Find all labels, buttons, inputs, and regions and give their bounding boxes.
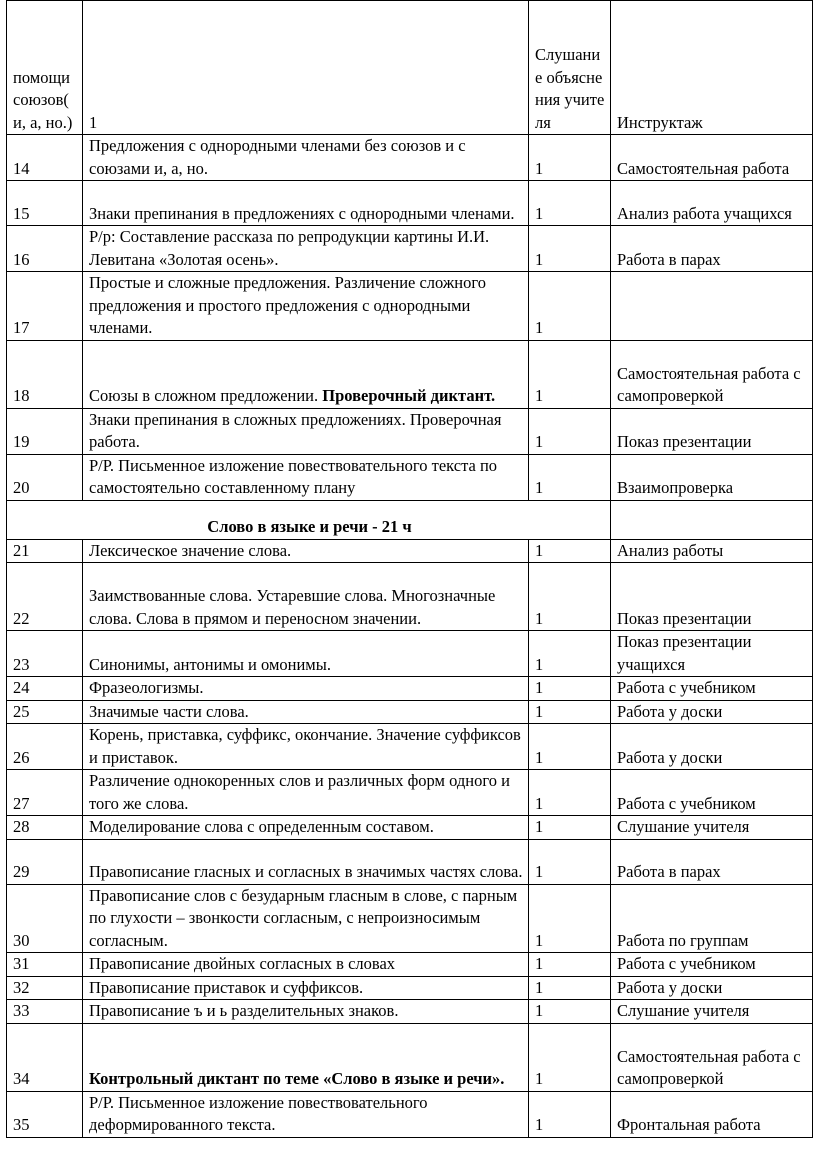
cell-number: помощи союзов( и, а, но.) <box>7 1 83 135</box>
cell-number: 25 <box>7 700 83 724</box>
cell-number: 22 <box>7 563 83 631</box>
cell-topic <box>83 1000 529 1024</box>
cell-number: 17 <box>7 272 83 341</box>
cell-form: Показ презентации <box>611 563 813 631</box>
cell-topic <box>83 770 529 816</box>
cell-hours: 1 <box>529 953 611 977</box>
cell-topic <box>83 816 529 840</box>
cell-form: Работа с учебником <box>611 953 813 977</box>
cell-topic <box>83 340 529 408</box>
table-row <box>7 408 813 454</box>
cell-topic <box>83 884 529 953</box>
section-row <box>7 500 813 539</box>
cell-form: Работа по группам <box>611 884 813 953</box>
table-row <box>7 539 813 563</box>
cell-form: Слушание учителя <box>611 1000 813 1024</box>
table-row <box>7 226 813 272</box>
topic-text: Правописание двойных согласных в словах <box>89 954 396 973</box>
table-row <box>7 454 813 500</box>
table-row <box>7 677 813 701</box>
cell-form: Слушание учителя <box>611 816 813 840</box>
table-row <box>7 724 813 770</box>
cell-topic <box>83 1091 529 1137</box>
cell-number: 35 <box>7 1091 83 1137</box>
cell-hours: 1 <box>529 1023 611 1091</box>
cell-form: Работа с учебником <box>611 770 813 816</box>
topic-text: Правописание ъ и ь разделительных знаков. <box>89 1001 399 1020</box>
cell-topic <box>83 226 529 272</box>
topic-text: Лексическое значение слова. <box>89 540 292 560</box>
topic-text: Правописание приставок и суффиксов. <box>89 977 364 997</box>
table-row <box>7 976 813 1000</box>
cell-number: 27 <box>7 770 83 816</box>
cell-topic <box>83 539 529 563</box>
table-row <box>7 816 813 840</box>
topic-text: Правописание гласных и согласных в значимых частях слова. <box>89 862 523 881</box>
table-row <box>7 700 813 724</box>
topic-text: Р/р: Составление рассказа по репродукции картины И.И. Левитана «Золотая осень». <box>89 227 490 269</box>
cell-topic <box>83 272 529 341</box>
cell-number: 15 <box>7 181 83 226</box>
cell-hours: 1 <box>529 539 611 563</box>
cell-hours: 1 <box>529 839 611 884</box>
cell-form: Самостоятельная работа с самопроверкой <box>611 340 813 408</box>
table-row <box>7 1000 813 1024</box>
table-row <box>7 135 813 181</box>
cell-topic: 1 <box>83 1 529 135</box>
cell-form: Самостоятельная работа с самопроверкой <box>611 1023 813 1091</box>
section-title: Слово в языке и речи - 21 ч <box>7 500 611 539</box>
cell-number: 34 <box>7 1023 83 1091</box>
cell-hours: 1 <box>529 1091 611 1137</box>
cell-topic <box>83 976 529 1000</box>
topic-bold-text: Контрольный диктант по теме «Слово в языке и речи». <box>89 1069 505 1088</box>
table-row <box>7 770 813 816</box>
cell-hours: 1 <box>529 677 611 701</box>
cell-number: 24 <box>7 677 83 701</box>
cell-topic <box>83 454 529 500</box>
cell-topic <box>83 700 529 724</box>
cell-form: Фронтальная работа <box>611 1091 813 1137</box>
cell-hours: 1 <box>529 340 611 408</box>
cell-number: 23 <box>7 631 83 677</box>
cell-hours: 1 <box>529 976 611 1000</box>
cell-topic <box>83 181 529 226</box>
cell-hours: 1 <box>529 454 611 500</box>
table-row <box>7 340 813 408</box>
topic-text: Фразеологизмы. <box>89 678 204 697</box>
cell-number: 20 <box>7 454 83 500</box>
table-row <box>7 839 813 884</box>
cell-hours: 1 <box>529 563 611 631</box>
cell-number: 28 <box>7 816 83 840</box>
topic-text: Значимые части слова. <box>89 701 249 721</box>
topic-bold-text: Проверочный диктант. <box>322 386 496 405</box>
cell-form: Взаимопроверка <box>611 454 813 500</box>
cell-topic <box>83 1023 529 1091</box>
cell-hours: 1 <box>529 631 611 677</box>
cell-number: 26 <box>7 724 83 770</box>
cell-number: 31 <box>7 953 83 977</box>
cell-number: 19 <box>7 408 83 454</box>
table-row <box>7 1091 813 1137</box>
cell-topic <box>83 839 529 884</box>
topic-text: Синонимы, антонимы и омонимы. <box>89 654 331 674</box>
cell-topic <box>83 563 529 631</box>
topic-text: Знаки препинания в сложных предложениях. Проверочная работа. <box>89 409 502 451</box>
cell-hours: 1 <box>529 181 611 226</box>
cell-form: Показ презентации учащихся <box>611 631 813 677</box>
cell-form: Инструктаж <box>611 1 813 135</box>
topic-text: Знаки препинания в предложениях с однородными членами. <box>89 203 515 223</box>
cell-hours: 1 <box>529 700 611 724</box>
topic-text: Союзы в сложном предложении. <box>89 386 323 405</box>
cell-form <box>611 272 813 341</box>
cell-hours: 1 <box>529 226 611 272</box>
cell-hours: 1 <box>529 408 611 454</box>
cell-form: Работа у доски <box>611 976 813 1000</box>
table-row <box>7 884 813 953</box>
topic-text: Предложения с однородными членами без союзов и с союзами и, а, но. <box>89 136 466 178</box>
cell-number: 29 <box>7 839 83 884</box>
topic-text: Заимствованные слова. Устаревшие слова. Многозначные слова. Слова в прямом и переносном значении. <box>89 586 496 628</box>
cell-hours: 1 <box>529 272 611 341</box>
cell-form: Работа у доски <box>611 724 813 770</box>
cell-hours: 1 <box>529 816 611 840</box>
cell-topic <box>83 724 529 770</box>
cell-form: Работа в парах <box>611 226 813 272</box>
cell-topic <box>83 953 529 977</box>
topic-text: Правописание слов с безударным гласным в слове, с парным по глухости – звонкости согласным, с непроизносимым согласным. <box>89 885 518 950</box>
cell-number: 30 <box>7 884 83 953</box>
table-row <box>7 563 813 631</box>
cell-topic <box>83 408 529 454</box>
cell-form: Анализ работы <box>611 539 813 563</box>
table-row <box>7 631 813 677</box>
topic-text: Моделирование слова с определенным составом. <box>89 817 434 836</box>
cell-topic <box>83 677 529 701</box>
cell-hours: 1 <box>529 884 611 953</box>
table-row <box>7 272 813 341</box>
topic-text: Р/Р. Письменное изложение повествовательного текста по самостоятельно составленному плану <box>89 455 498 497</box>
lesson-plan-table <box>6 0 813 1138</box>
cell-topic <box>83 631 529 677</box>
table-row <box>7 1 813 135</box>
table-row <box>7 181 813 226</box>
topic-text: Р/Р. Письменное изложение повествовательного деформированного текста. <box>89 1092 428 1134</box>
cell-form <box>611 500 813 539</box>
table-row <box>7 953 813 977</box>
cell-hours: 1 <box>529 770 611 816</box>
cell-form: Показ презентации <box>611 408 813 454</box>
cell-number: 21 <box>7 539 83 563</box>
cell-form: Работа с учебником <box>611 677 813 701</box>
cell-form: Работа у доски <box>611 700 813 724</box>
cell-hours: Слушание объяснения учителя <box>529 1 611 135</box>
topic-text: Корень, приставка, суффикс, окончание. Значение суффиксов и приставок. <box>89 725 521 767</box>
topic-text: Различение однокоренных слов и различных форм одного и того же слова. <box>89 771 510 813</box>
cell-topic <box>83 135 529 181</box>
cell-hours: 1 <box>529 724 611 770</box>
cell-number: 32 <box>7 976 83 1000</box>
topic-text: Простые и сложные предложения. Различение сложного предложения и простого предложения с однородными членами. <box>89 273 486 337</box>
cell-number: 33 <box>7 1000 83 1024</box>
cell-form: Самостоятельная работа <box>611 135 813 181</box>
cell-hours: 1 <box>529 1000 611 1024</box>
cell-hours: 1 <box>529 135 611 181</box>
cell-form: Анализ работа учащихся <box>611 181 813 226</box>
cell-number: 14 <box>7 135 83 181</box>
cell-number: 16 <box>7 226 83 272</box>
cell-form: Работа в парах <box>611 839 813 884</box>
table-row <box>7 1023 813 1091</box>
cell-number: 18 <box>7 340 83 408</box>
